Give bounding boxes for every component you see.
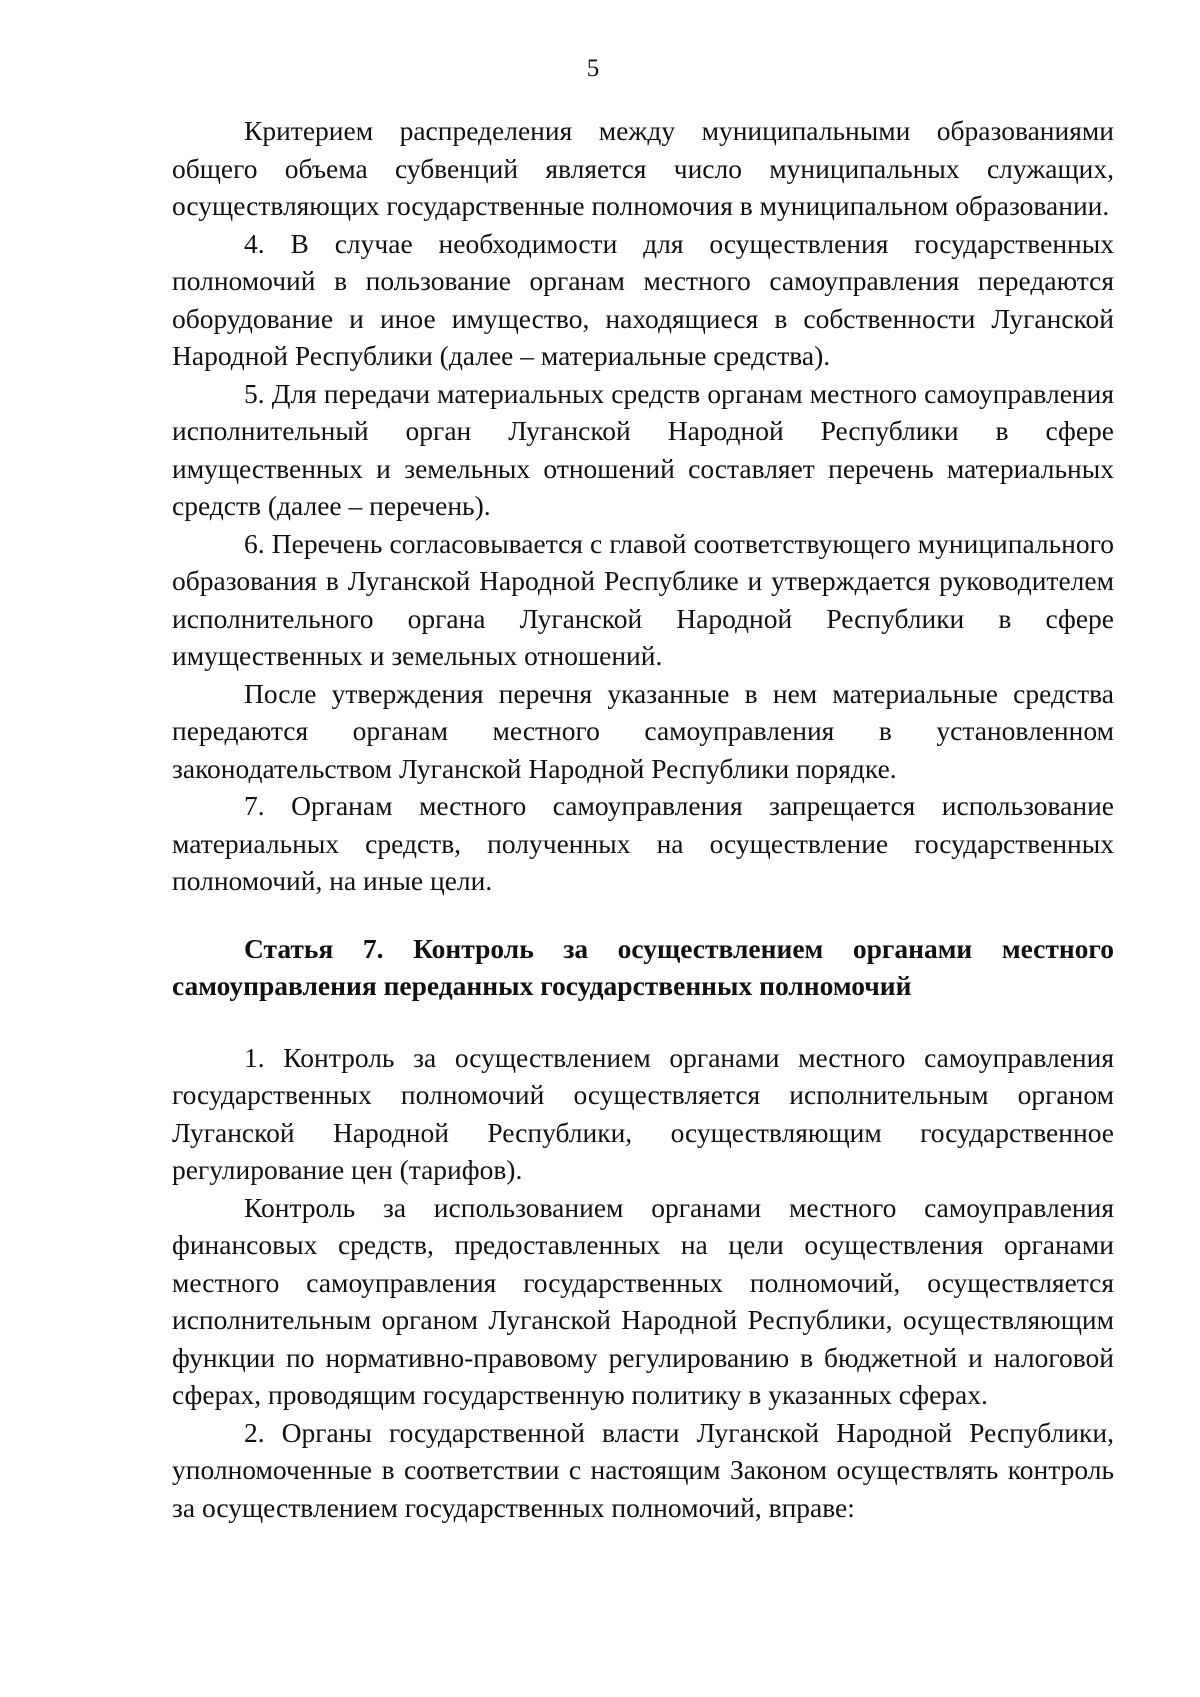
paragraph-item-7: 7. Органам местного самоуправления запрещается использование материальных средств, полученных на осуществление государственных полномочий, на иные цели. <box>172 790 1114 896</box>
paragraph-item-4: 4. В случае необходимости для осуществления государственных полномочий в пользование органам местного самоуправления передаются оборудование и иное имущество, находящиеся в собственности Луганской Народной Республики (далее – материальные средства). <box>172 227 1114 371</box>
page-number: 5 <box>586 55 600 82</box>
paragraph-criterion: Критерием распределения между муниципальными образованиями общего объема субвенций является число муниципальных служащих, осуществляющих государственные полномочия в муниципальном образовании. <box>172 115 1114 221</box>
paragraph-article-7-item-2: 2. Органы государственной власти Луганской Народной Республики, уполномоченные в соответствии с настоящим Законом осуществлять контроль за осуществлением государственных полномочий, вправе: <box>172 1416 1114 1523</box>
article-7-heading: Статья 7. Контроль за осуществлением органами местного самоуправления переданных государственных полномочий <box>172 932 1114 1001</box>
document-body <box>172 112 1114 1526</box>
paragraph-after-approval: После утверждения перечня указанные в нем материальные средства передаются органам местного самоуправления в установленном законодательством Луганской Народной Республики порядке. <box>172 677 1114 784</box>
paragraph-item-5: 5. Для передачи материальных средств органам местного самоуправления исполнительный орган Луганской Народной Республики в сфере имущественных и земельных отношений составляет перечень материальных средств (далее – перечень). <box>172 377 1114 521</box>
paragraph-item-6: 6. Перечень согласовывается с главой соответствующего муниципального образования в Луганской Народной Республике и утверждается руководителем исполнительного органа Луганской Народной Республики в сфере имущественных и земельных отношений. <box>172 527 1114 671</box>
paragraph-financial-control: Контроль за использованием органами местного самоуправления финансовых средств, предоставленных на цели осуществления органами местного самоуправления государственных полномочий, осуществляется исполнительным органом Луганской Народной Республики, осуществляющим функции по нормативно-правовому регулированию в бюджетной и налоговой сферах, проводящим государственную политику в указанных сферах. <box>172 1191 1114 1410</box>
paragraph-article-7-item-1: 1. Контроль за осуществлением органами местного самоуправления государственных полномочий осуществляется исполнительным органом Луганской Народной Республики, осуществляющим государственное регулирование цен (тарифов). <box>172 1041 1114 1185</box>
